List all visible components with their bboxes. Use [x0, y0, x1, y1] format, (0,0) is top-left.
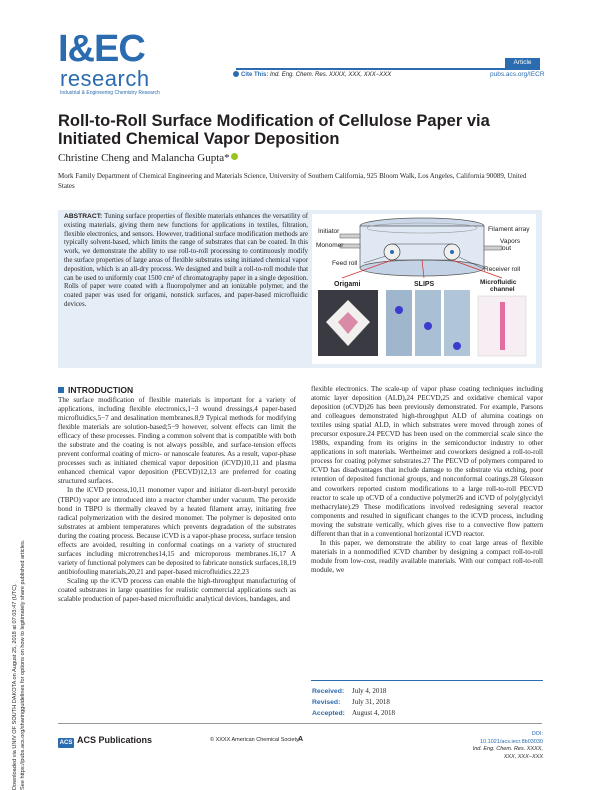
slips-droplet-3: [453, 342, 461, 350]
author-names: Christine Cheng and Malancha Gupta*: [58, 152, 230, 164]
accepted-label: Accepted:: [312, 710, 345, 717]
slips-photo-1: [386, 290, 412, 356]
download-notice-line1: Downloaded via UNIV OF SOUTH DAKOTA on August 25, 2018 at 07:03:47 (UTC).: [12, 583, 18, 790]
section-heading-introduction: [58, 385, 133, 395]
received-label: Received:: [312, 688, 345, 695]
orcid-icon[interactable]: [231, 153, 238, 160]
intro-paragraph-4: flexible electronics. The scale-up of vapor phase coating techniques including atomic layer deposition (ALD),24 PECVD,25 and oxidative chemical vapor deposition (oCVD)26 has been previously demonstrated. For example, Parsons and colleagues demonstrated high-throughput ALD of alumina coatings on textiles using spatial ALD, in which substrates were moved through zones of precursor exposure.24 PECVD has been used on the commercial scale since the 1980s, expanding from its origins in the semiconductor industry to other applications in soft materials. Wertheimer and coworkers designed a roll-to-roll process for coating polymer substrates.27 The PECVD of polymers compared to iCVD has disadvantages that include damage to the substrate via etching, poor retention of deposited functional groups, and nonconformal coatings.28 Gleason and coworkers reported custom modifications to a large roll-to-roll PECVD reactor to scale up oCVD of a conductive polymer26 and iCVD of poly(glycidyl methacrylate).29 These modifications involved redesigning several reactor components and resulted in significant changes to the iCVD process, including moving the substrate vertically, which gives rise to a convective flow pattern different than that in a conventional horizontal iCVD reactor.: [311, 385, 543, 538]
journal-logo-research: research: [60, 66, 150, 91]
abstract-body: Tuning surface properties of flexible materials enhances the versatility of existing materials, giving them new functions for applications in textiles, filtration, flexible electronics, and sensors. However, traditional surface modification methods are typically solvent-based, which limits the range of substrates that can be coated. In this work, we demonstrate the ability to use roll-to-roll processing to continuously modify the surface properties of large areas of flexible substrates using initiated chemical vapor deposition, which is an all-dry process. We designed and built a roll-to-roll module that can be used to uniformly coat 1500 cm² of chromatography paper in a single deposition. Rolls of paper were coated with a fluoropolymer and an ionizable polymer, and the coated paper was used for origami, nonstick surfaces, and paper-based microfluidic devices.: [64, 213, 308, 308]
intro-paragraph-1: The surface modification of flexible materials is important for a variety of applications, including flexible electronics,1−3 wound dressings,4 paper-based microfluidics,5−7 and desalination membranes.8,9 Typical methods for modifying flexible materials are solution-based;5−9 however, solvent effects can limit the efficacy of these processes. Finding a common solvent that is compatible with both the substrate and the coating is not always possible, and surface-tension effects prevent conformal coating of micro- or nanoscale features. As a result, vapor-phase processes such as initiated chemical vapor deposition (iCVD)10,11 and plasma enhanced chemical vapor deposition (PECVD)12,13 are preferred for coating structured surfaces.: [58, 396, 296, 486]
publisher-name: ACS Publications: [77, 735, 153, 745]
label-slips: SLIPS: [414, 281, 435, 288]
label-feed-roll: Feed roll: [332, 260, 358, 267]
abstract: [64, 213, 308, 310]
doi-link[interactable]: DOI: 10.1021/acs.iecr.8b03030: [480, 731, 543, 745]
label-microfluidic-2: channel: [490, 286, 515, 293]
date-accepted: [312, 708, 395, 719]
received-value: July 4, 2018: [352, 687, 387, 695]
doi-block: [470, 731, 543, 761]
label-monomer: Monomer: [316, 242, 344, 249]
page-number: A: [298, 736, 304, 743]
label-receiver-roll: Receiver roll: [484, 266, 521, 273]
download-notice: [12, 490, 34, 790]
date-received: [312, 686, 395, 697]
vapor-outlet: [484, 246, 502, 250]
intro-paragraph-5: In this paper, we demonstrate the ability to coat large areas of flexible materials in a nonmodified iCVD chamber by designing a compact roll-to-roll module from low-cost, readily available materials. With our compact roll-to-roll module, we: [311, 538, 543, 574]
affiliation: Mork Family Department of Chemical Engineering and Materials Science, University of Southern California, 925 Bloom Walk, Los Angeles, California 90089, United States: [58, 172, 527, 190]
body-column-right: [311, 385, 543, 575]
journal-logo: I&EC: [58, 28, 145, 70]
accepted-value: August 4, 2018: [352, 709, 395, 717]
label-initiator: Initiator: [318, 228, 340, 235]
abstract-label: ABSTRACT:: [64, 213, 103, 220]
article-type-badge: Article: [505, 58, 540, 68]
journal-ref: Ind. Eng. Chem. Res. XXXX, XXX, XXX−XXX: [472, 746, 543, 760]
section-marker-icon: [58, 387, 64, 393]
publisher-logo[interactable]: [58, 735, 152, 748]
label-vapors-out-1: Vapors: [500, 238, 521, 245]
label-vapors-out-2: out: [502, 245, 512, 252]
label-microfluidic-1: Microfluidic: [480, 279, 517, 286]
intro-heading-text: INTRODUCTION: [68, 385, 134, 395]
dates-rule: [311, 680, 543, 681]
copyright: © XXXX American Chemical Society: [210, 737, 299, 743]
journal-url-link[interactable]: pubs.acs.org/IECR: [490, 71, 545, 78]
cite-this[interactable]: [233, 71, 391, 78]
authors: [58, 152, 238, 164]
journal-logo-subtitle: Industrial & Engineering Chemistry Research: [60, 90, 160, 96]
download-notice-line2: See https://pubs.acs.org/sharingguidelines for options on how to legitimately share published articles.: [19, 539, 26, 790]
cite-label: Cite This:: [241, 72, 269, 78]
initiator-inlet: [340, 234, 360, 238]
header-rule: [236, 68, 540, 70]
label-filament-array: Filament array: [488, 226, 530, 233]
acs-logo-icon: ACS: [59, 740, 73, 746]
revised-value: July 31, 2018: [352, 698, 390, 706]
revised-label: Revised:: [312, 699, 341, 706]
date-revised: [312, 697, 395, 708]
intro-paragraph-3: Scaling up the iCVD process can enable the high-throughput manufacturing of coated substrates in large quantities for realistic commercial applications such as scalable production of paper-based microfluidic analytical devices, bandages, and: [58, 576, 296, 604]
article-title: Roll-to-Roll Surface Modification of Cellulose Paper via Initiated Chemical Vapor Deposition: [58, 112, 490, 148]
slips-droplet-2: [424, 322, 432, 330]
slips-droplet-1: [395, 306, 403, 314]
footer-rule: [58, 723, 542, 724]
cite-icon: [233, 71, 239, 77]
feed-roll-arrow: [390, 250, 394, 254]
body-column-left: [58, 396, 296, 604]
receiver-roll-arrow: [450, 250, 454, 254]
label-origami: Origami: [334, 281, 361, 288]
cite-reference: Ind. Eng. Chem. Res. XXXX, XXX, XXX−XXX: [270, 72, 392, 78]
intro-paragraph-2: In the iCVD process,10,11 monomer vapor and initiator di-tert-butyl peroxide (TBPO) vapor are introduced into a reactor chamber under vacuum. The peroxide bond in TBPO is thermally cleaved by a heated filament array, initiating free radical polymerization with the desired monomer. The polymer is deposited onto substrates at ambient temperatures which prevents degradation of the substrates during the coating process. Because iCVD is a vapor-phase process, surface tension effects are avoided, resulting in conformal coatings on a variety of structured surfaces including microtrenches14,15 and microporous membranes.16,17 A variety of functional polymers can be deposited to fabricate nonstick surfaces,18,19 antibiofouling materials,20,21 and paper-based microfluidics.22,23: [58, 486, 296, 576]
microfluidic-channel: [500, 302, 505, 350]
graphical-abstract-figure: [312, 214, 536, 364]
article-dates: [312, 686, 395, 719]
